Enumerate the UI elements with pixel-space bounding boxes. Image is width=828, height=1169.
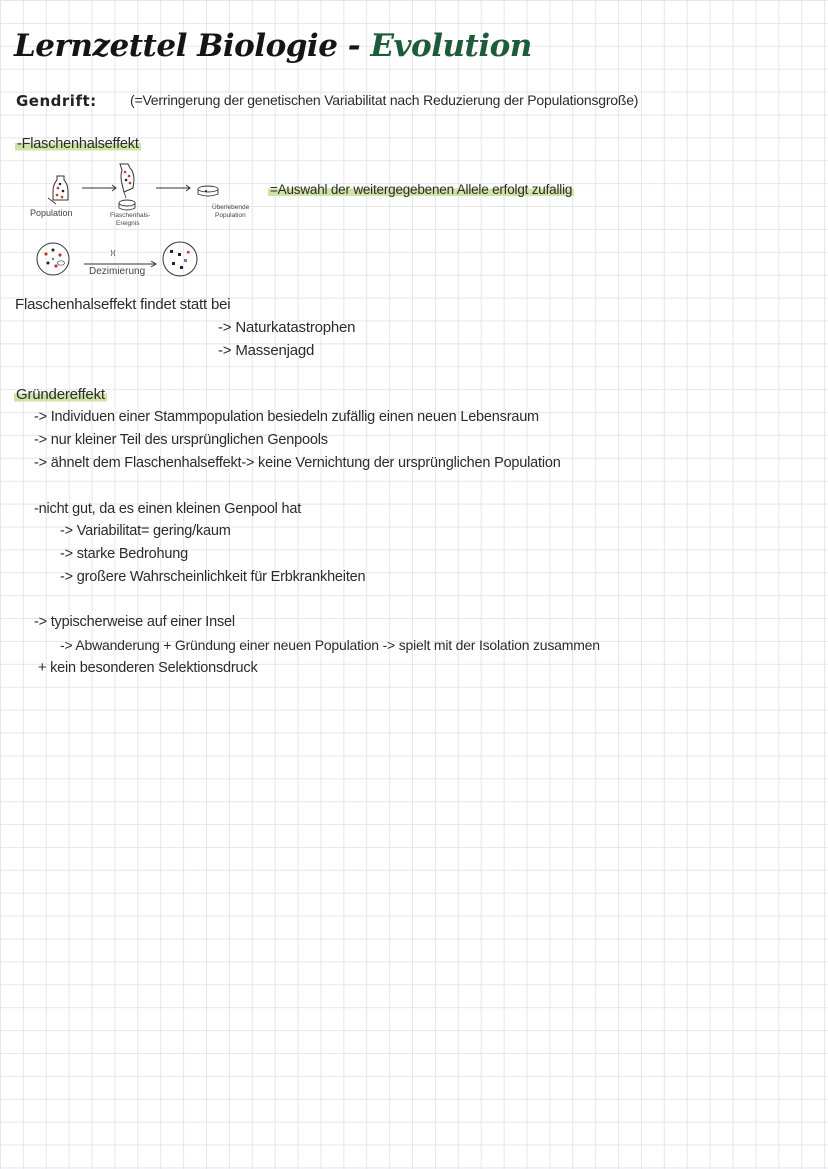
occurs-intro: Flaschenhalseffekt findet statt bei: [15, 296, 231, 313]
gruender-line: -> ähnelt dem Flaschenhalseffekt-> keine Vernichtung der ursprünglichen Population: [34, 455, 561, 471]
disadvantage-intro: -nicht gut, da es einen kleinen Genpool hat: [34, 501, 302, 517]
gendrift-definition: (=Verringerung der genetischen Variabilitat nach Reduzierung der Populationsgroße): [130, 92, 639, 108]
label-population: Population: [30, 208, 73, 218]
island-intro: -> typischerweise auf einer Insel: [34, 614, 235, 630]
page-title: [14, 28, 532, 64]
label-event: Flaschenhals- Ereignis: [110, 212, 151, 227]
island-detail: -> Abwanderung + Gründung einer neuen Population -> spielt mit der Isolation zusammen: [60, 637, 600, 653]
bottle-tipping-icon: [119, 164, 135, 210]
title-accent: Evolution: [370, 28, 532, 64]
disadvantage-item: -> großere Wahrscheinlichkeit für Erbkrankheiten: [60, 569, 366, 585]
gruender-heading: Gründereffekt: [16, 386, 105, 403]
label-decimation: Dezimierung: [89, 266, 146, 277]
circle-before-icon: [37, 243, 69, 275]
occurs-item: -> Naturkatastrophen: [218, 319, 356, 336]
island-plus: + kein besonderen Selektionsdruck: [38, 660, 258, 676]
decimation-mark: [111, 250, 115, 256]
occurs-item: -> Massenjagd: [218, 342, 315, 359]
gendrift-term: Gendrift:: [16, 92, 97, 110]
gruender-line: -> nur kleiner Teil des ursprünglichen Genpools: [34, 432, 328, 448]
disadvantage-item: -> starke Bedrohung: [60, 546, 188, 562]
title-main: Lernzettel Biologie -: [14, 28, 361, 64]
circle-after-icon: [163, 242, 197, 276]
random-allele-note: =Auswahl der weitergegebenen Allele erfolgt zufallig: [270, 182, 573, 197]
bottle-full-icon: [48, 176, 68, 204]
dish-icon: [198, 186, 218, 196]
label-survivors: Überlebende Population: [212, 204, 250, 219]
flaschenhals-heading: -Flaschenhalseffekt: [17, 136, 139, 152]
disadvantage-item: -> Variabilitat= gering/kaum: [60, 523, 231, 539]
gruender-line: -> Individuen einer Stammpopulation besiedeln zufällig einen neuen Lebensraum: [34, 409, 539, 425]
